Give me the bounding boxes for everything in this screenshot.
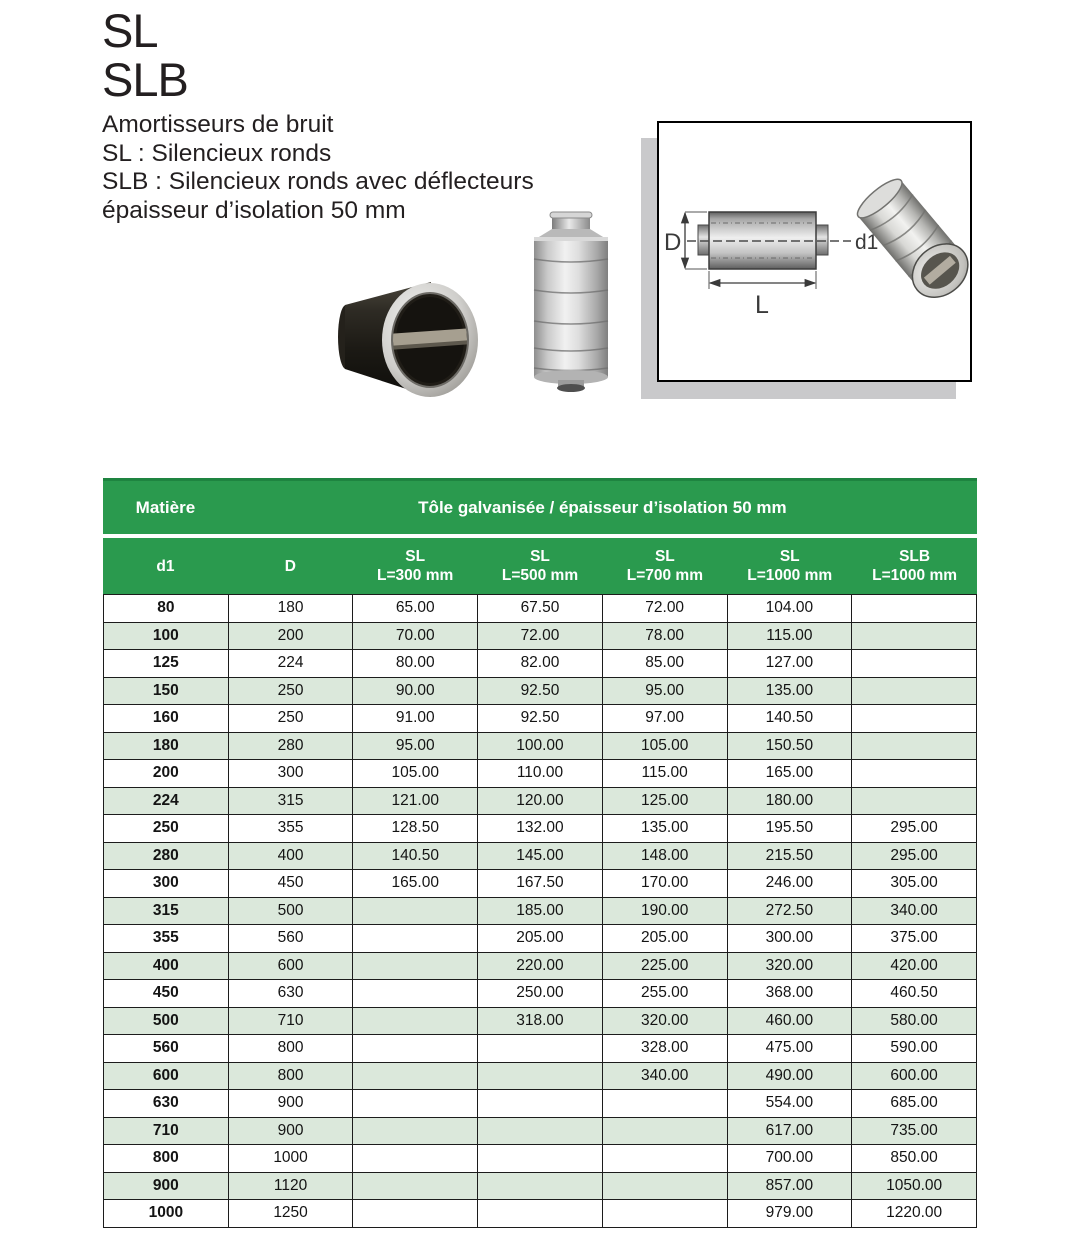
column-header-line2: L=1000 mm <box>872 567 958 584</box>
table-cell: 95.00 <box>353 732 478 760</box>
table-cell: 246.00 <box>727 870 852 898</box>
table-row <box>104 732 977 760</box>
table-cell: 225.00 <box>602 952 727 980</box>
diagram-label-d1: d1 <box>855 231 879 254</box>
table-cell: 215.50 <box>727 842 852 870</box>
table-cell: 100.00 <box>478 732 603 760</box>
column-header-line1: SL <box>405 548 426 565</box>
price-table <box>103 594 977 1228</box>
table-cell <box>353 1117 478 1145</box>
table-cell: 82.00 <box>478 650 603 678</box>
table-cell: 800 <box>104 1145 229 1173</box>
table-cell: 355 <box>104 925 229 953</box>
table-cell: 91.00 <box>353 705 478 733</box>
table-cell: 125.00 <box>602 787 727 815</box>
table-row <box>104 705 977 733</box>
table-cell: 300 <box>104 870 229 898</box>
table-cell: 145.00 <box>478 842 603 870</box>
table-cell: 700.00 <box>727 1145 852 1173</box>
diagram-label-d: D <box>664 229 682 256</box>
column-header <box>103 538 228 594</box>
table-cell: 72.00 <box>478 622 603 650</box>
table-cell: 78.00 <box>602 622 727 650</box>
table-row <box>104 1200 977 1228</box>
table-cell: 318.00 <box>478 1007 603 1035</box>
table-row <box>104 980 977 1008</box>
column-header-line1: D <box>284 557 296 575</box>
table-cell <box>852 677 977 705</box>
table-row <box>104 815 977 843</box>
product-code-slb: SLB <box>102 53 188 106</box>
table-cell: 300.00 <box>727 925 852 953</box>
table-cell: 320.00 <box>602 1007 727 1035</box>
table-cell: 150.50 <box>727 732 852 760</box>
table-cell: 400 <box>228 842 353 870</box>
subtitle-line: Amortisseurs de bruit <box>102 111 334 138</box>
table-cell: 250 <box>104 815 229 843</box>
table-row <box>104 787 977 815</box>
table-cell: 490.00 <box>727 1062 852 1090</box>
table-cell <box>852 732 977 760</box>
table-cell: 100 <box>104 622 229 650</box>
table-cell <box>478 1145 603 1173</box>
matiere-header-cell: Matière <box>135 497 196 517</box>
table-cell: 900 <box>228 1117 353 1145</box>
table-cell <box>353 980 478 1008</box>
subtitle-block <box>102 111 534 225</box>
table-cell: 800 <box>228 1062 353 1090</box>
table-cell: 140.50 <box>727 705 852 733</box>
table-header-material-row <box>103 478 977 534</box>
table-row <box>104 870 977 898</box>
table-row <box>104 1035 977 1063</box>
table-cell: 85.00 <box>602 650 727 678</box>
table-cell: 250 <box>228 677 353 705</box>
column-header-line2: L=300 mm <box>377 567 454 584</box>
table-cell <box>602 1145 727 1173</box>
table-cell: 590.00 <box>852 1035 977 1063</box>
table-cell: 104.00 <box>727 595 852 623</box>
table-cell: 685.00 <box>852 1090 977 1118</box>
table-cell: 850.00 <box>852 1145 977 1173</box>
table-cell: 110.00 <box>478 760 603 788</box>
table-cell: 340.00 <box>852 897 977 925</box>
table-cell: 115.00 <box>727 622 852 650</box>
table-cell: 710 <box>228 1007 353 1035</box>
table-cell: 315 <box>104 897 229 925</box>
table-cell: 735.00 <box>852 1117 977 1145</box>
table-cell <box>353 1172 478 1200</box>
table-row <box>104 622 977 650</box>
table-cell <box>353 1090 478 1118</box>
table-cell <box>353 1200 478 1228</box>
table-cell: 97.00 <box>602 705 727 733</box>
table-row <box>104 925 977 953</box>
table-cell <box>478 1062 603 1090</box>
table-row <box>104 1145 977 1173</box>
table-cell: 128.50 <box>353 815 478 843</box>
table-cell: 320.00 <box>727 952 852 980</box>
table-cell: 150 <box>104 677 229 705</box>
table-cell: 580.00 <box>852 1007 977 1035</box>
table-cell: 160 <box>104 705 229 733</box>
table-cell: 167.50 <box>478 870 603 898</box>
table-cell: 328.00 <box>602 1035 727 1063</box>
table-cell: 80.00 <box>353 650 478 678</box>
table-cell: 617.00 <box>727 1117 852 1145</box>
column-header-line2: L=700 mm <box>626 567 703 584</box>
table-row <box>104 595 977 623</box>
table-cell: 92.50 <box>478 705 603 733</box>
table-cell: 180.00 <box>727 787 852 815</box>
table-cell: 554.00 <box>727 1090 852 1118</box>
table-row <box>104 897 977 925</box>
material-value-cell: Tôle galvanisée / épaisseur d’isolation 50 mm <box>418 497 787 517</box>
table-cell: 255.00 <box>602 980 727 1008</box>
table-cell: 900 <box>104 1172 229 1200</box>
table-cell: 190.00 <box>602 897 727 925</box>
table-cell: 1120 <box>228 1172 353 1200</box>
table-cell: 170.00 <box>602 870 727 898</box>
subtitle-line: SL : Silencieux ronds <box>102 139 332 167</box>
table-row <box>104 1172 977 1200</box>
table-cell: 450 <box>104 980 229 1008</box>
column-header-line1: SL <box>530 548 550 565</box>
table-cell: 420.00 <box>852 952 977 980</box>
table-cell: 205.00 <box>478 925 603 953</box>
table-cell: 205.00 <box>602 925 727 953</box>
table-cell <box>353 952 478 980</box>
table-cell: 135.00 <box>602 815 727 843</box>
table-cell: 120.00 <box>478 787 603 815</box>
table-cell: 135.00 <box>727 677 852 705</box>
table-cell <box>478 1172 603 1200</box>
table-cell: 195.50 <box>727 815 852 843</box>
table-cell <box>852 787 977 815</box>
table-cell: 140.50 <box>353 842 478 870</box>
table-row <box>104 1062 977 1090</box>
table-cell: 500 <box>228 897 353 925</box>
table-cell: 180 <box>104 732 229 760</box>
product-code-sl: SL <box>102 4 158 57</box>
table-cell <box>602 1172 727 1200</box>
table-row <box>104 650 977 678</box>
table-cell: 127.00 <box>727 650 852 678</box>
table-cell: 165.00 <box>727 760 852 788</box>
table-cell: 250 <box>228 705 353 733</box>
column-header-line1: d1 <box>156 557 175 575</box>
table-row <box>104 952 977 980</box>
column-header <box>727 538 852 594</box>
table-cell: 180 <box>228 595 353 623</box>
table-row <box>104 1090 977 1118</box>
subtitle-line: épaisseur d’isolation 50 mm <box>102 196 406 224</box>
column-header <box>228 538 353 594</box>
table-cell: 115.00 <box>602 760 727 788</box>
dimension-diagram <box>659 123 970 380</box>
table-cell <box>478 1117 603 1145</box>
table-cell <box>602 1117 727 1145</box>
table-cell: 250.00 <box>478 980 603 1008</box>
table-cell <box>353 1145 478 1173</box>
table-cell <box>353 897 478 925</box>
table-cell <box>353 1062 478 1090</box>
table-cell: 460.00 <box>727 1007 852 1035</box>
diagram-label-l: L <box>755 291 769 319</box>
table-cell: 560 <box>228 925 353 953</box>
photo-silencer-angled <box>336 280 482 399</box>
table-cell: 305.00 <box>852 870 977 898</box>
table-cell: 1050.00 <box>852 1172 977 1200</box>
table-row <box>104 677 977 705</box>
table-cell: 125 <box>104 650 229 678</box>
header-block <box>102 6 534 225</box>
table-cell: 1250 <box>228 1200 353 1228</box>
table-cell: 900 <box>228 1090 353 1118</box>
column-header <box>478 538 603 594</box>
table-row <box>104 842 977 870</box>
table-cell: 979.00 <box>727 1200 852 1228</box>
subtitle-line: SLB : Silencieux ronds avec déflecteurs <box>102 168 534 195</box>
column-header-line2: L=1000 mm <box>747 567 833 584</box>
table-cell <box>852 650 977 678</box>
table-cell: 630 <box>104 1090 229 1118</box>
column-header-row <box>103 538 977 594</box>
column-header <box>852 538 977 594</box>
table-cell: 224 <box>228 650 353 678</box>
table-cell: 630 <box>228 980 353 1008</box>
table-cell <box>353 1035 478 1063</box>
table-cell: 220.00 <box>478 952 603 980</box>
table-row <box>104 1007 977 1035</box>
table-cell <box>852 622 977 650</box>
table-cell: 95.00 <box>602 677 727 705</box>
table-cell: 80 <box>104 595 229 623</box>
table-cell: 67.50 <box>478 595 603 623</box>
table-cell: 90.00 <box>353 677 478 705</box>
table-cell: 375.00 <box>852 925 977 953</box>
table-cell <box>353 1007 478 1035</box>
table-cell: 600.00 <box>852 1062 977 1090</box>
table-cell: 92.50 <box>478 677 603 705</box>
table-cell <box>852 760 977 788</box>
table-cell: 500 <box>104 1007 229 1035</box>
column-header-line2: L=500 mm <box>501 567 579 584</box>
table-cell: 368.00 <box>727 980 852 1008</box>
table-cell: 200 <box>104 760 229 788</box>
table-cell: 280 <box>104 842 229 870</box>
table-cell: 200 <box>228 622 353 650</box>
table-cell: 560 <box>104 1035 229 1063</box>
photo-silencer-vertical <box>528 210 614 393</box>
table-cell <box>478 1200 603 1228</box>
table-cell: 70.00 <box>353 622 478 650</box>
table-cell: 272.50 <box>727 897 852 925</box>
table-cell: 72.00 <box>602 595 727 623</box>
table-cell: 300 <box>228 760 353 788</box>
table-cell: 857.00 <box>727 1172 852 1200</box>
table-row <box>104 1117 977 1145</box>
table-cell <box>602 1200 727 1228</box>
table-cell: 295.00 <box>852 815 977 843</box>
table-cell: 148.00 <box>602 842 727 870</box>
column-header-line1: SLB <box>899 548 931 565</box>
table-cell: 450 <box>228 870 353 898</box>
table-cell: 1000 <box>228 1145 353 1173</box>
table-cell: 460.50 <box>852 980 977 1008</box>
table-cell: 165.00 <box>353 870 478 898</box>
table-cell: 1220.00 <box>852 1200 977 1228</box>
table-cell: 355 <box>228 815 353 843</box>
table-cell: 600 <box>104 1062 229 1090</box>
table-cell: 340.00 <box>602 1062 727 1090</box>
table-cell: 280 <box>228 732 353 760</box>
dimension-diagram-box <box>657 121 972 382</box>
table-cell <box>852 595 977 623</box>
table-cell: 600 <box>228 952 353 980</box>
column-header <box>602 538 727 594</box>
table-cell: 65.00 <box>353 595 478 623</box>
table-cell: 400 <box>104 952 229 980</box>
table-cell: 132.00 <box>478 815 603 843</box>
table-cell <box>478 1035 603 1063</box>
table-cell: 800 <box>228 1035 353 1063</box>
table-cell: 710 <box>104 1117 229 1145</box>
column-header-line1: SL <box>654 548 675 565</box>
price-table-section <box>103 478 977 1228</box>
price-table-body <box>104 595 977 1228</box>
table-cell: 475.00 <box>727 1035 852 1063</box>
table-cell: 185.00 <box>478 897 603 925</box>
table-cell: 121.00 <box>353 787 478 815</box>
table-cell: 315 <box>228 787 353 815</box>
table-cell: 105.00 <box>602 732 727 760</box>
table-cell <box>852 705 977 733</box>
table-cell <box>478 1090 603 1118</box>
table-cell: 1000 <box>104 1200 229 1228</box>
column-header <box>353 538 478 594</box>
table-cell: 105.00 <box>353 760 478 788</box>
table-row <box>104 760 977 788</box>
table-cell: 295.00 <box>852 842 977 870</box>
column-header-line1: SL <box>779 548 800 565</box>
table-cell <box>353 925 478 953</box>
table-cell <box>602 1090 727 1118</box>
table-cell: 224 <box>104 787 229 815</box>
